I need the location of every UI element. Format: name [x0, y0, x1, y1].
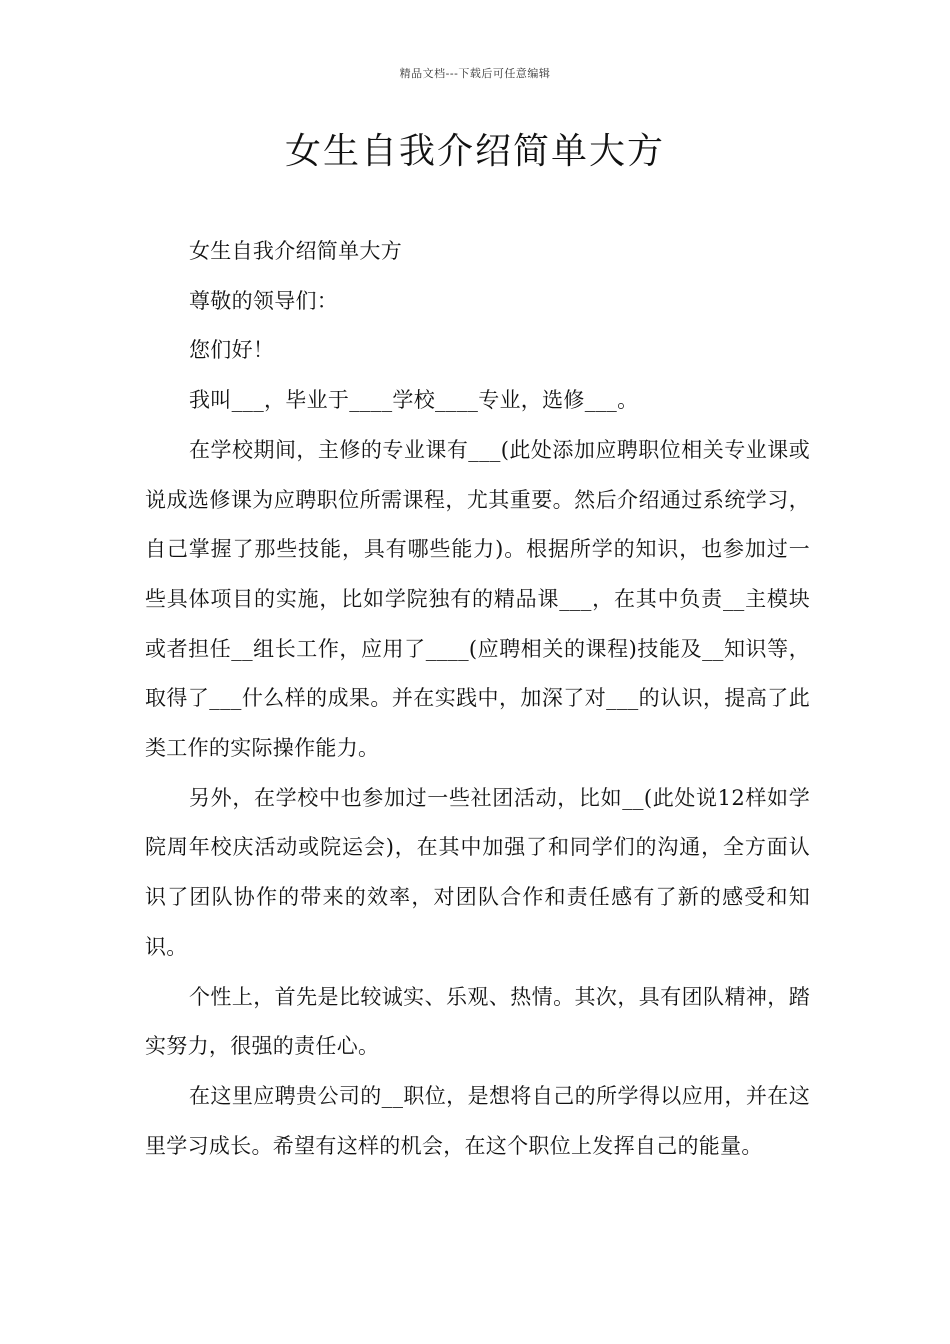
- document-body: [145, 227, 810, 1171]
- paragraph-application: 在这里应聘贵公司的__职位，是想将自己的所学得以应用，并在这里学习成长。希望有这样的机会，在这个职位上发挥自己的能量。: [145, 1083, 810, 1158]
- paragraph-intro: 我叫___，毕业于____学校____专业，选修___。: [189, 388, 639, 413]
- paragraph-greeting: 您们好！: [189, 338, 275, 363]
- paragraph-personality: 个性上，首先是比较诚实、乐观、热情。其次，具有团队精神，踏实努力，很强的责任心。: [145, 984, 810, 1059]
- paragraph-activities: 另外，在学校中也参加过一些社团活动，比如__(此处说12样如学院周年校庆活动或院运会)，在其中加强了和同学们的沟通，全方面认识了团队协作的带来的效率，对团队合作和责任感有了新的感受和知识。: [145, 785, 810, 959]
- paragraph-subtitle: 女生自我介绍简单大方: [189, 239, 402, 263]
- header-note: 精品文档---下载后可任意编辑: [399, 67, 551, 80]
- paragraph-study: 在学校期间，主修的专业课有___(此处添加应聘职位相关专业课或说成选修课为应聘职位所需课程，尤其重要。然后介绍通过系统学习，自己掌握了那些技能，具有哪些能力)。根据所学的知识，也参加过一些具体项目的实施，比如学院独有的精品课___，在其中负责__主模块或者担任__组长工作，应用了____(应聘相关的课程)技能及__知识等，取得了___什么样的成果。并在实践中，加深了对___的认识，提高了此类工作的实际操作能力。: [145, 437, 810, 761]
- paragraph-salutation: 尊敬的领导们：: [189, 288, 339, 313]
- document-title: 女生自我介绍简单大方: [284, 131, 665, 172]
